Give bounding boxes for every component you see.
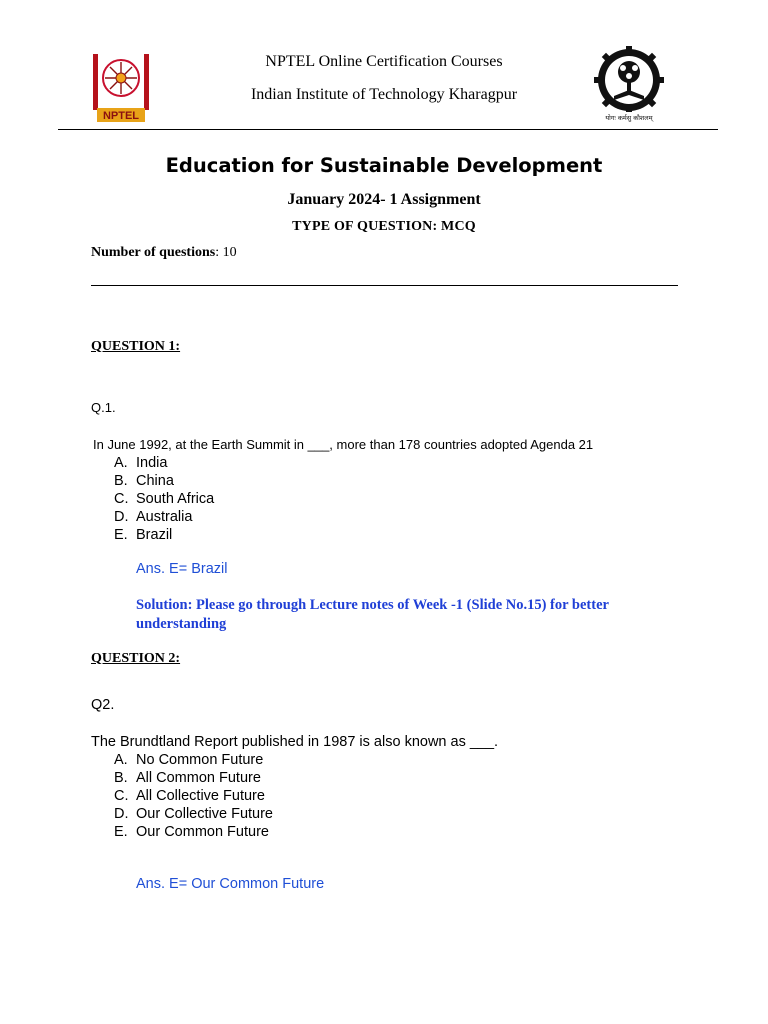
iit-motto: योगः कर्मसु कौशलम्	[605, 114, 653, 122]
header-line-2: Indian Institute of Technology Kharagpur	[250, 86, 518, 103]
question-1-solution: Solution: Please go through Lecture notes of Week -1 (Slide No.15) for better understanding	[136, 597, 609, 632]
option-letter: E.	[114, 824, 128, 840]
header-divider	[58, 129, 718, 130]
option-letter: A.	[114, 752, 128, 768]
question-1-options	[114, 454, 214, 544]
option-c	[114, 787, 273, 805]
option-letter: D.	[114, 806, 129, 822]
question-1-answer: Ans. E= Brazil	[136, 561, 228, 577]
question-2-heading: QUESTION 2:	[91, 651, 181, 666]
option-letter: E.	[114, 527, 128, 543]
option-letter: C.	[114, 491, 129, 507]
nptel-logo-text: NPTEL	[102, 110, 140, 122]
document-subtitle: January 2024- 1 Assignment	[287, 191, 481, 208]
option-d	[114, 805, 273, 823]
option-letter: B.	[114, 770, 128, 786]
question-2-label: Q2.	[91, 697, 115, 713]
option-text: India	[136, 455, 168, 471]
option-letter: A.	[114, 455, 128, 471]
option-text: Australia	[136, 509, 193, 525]
option-e	[114, 526, 214, 544]
section-divider	[91, 285, 678, 286]
option-a	[114, 751, 273, 769]
option-b	[114, 472, 214, 490]
option-d	[114, 508, 214, 526]
question-1-text: In June 1992, at the Earth Summit in ___, more than 178 countries adopted Agenda 21	[93, 437, 594, 452]
option-text: Brazil	[136, 527, 173, 543]
document-title: Education for Sustainable Development	[165, 154, 603, 177]
question-1-heading: QUESTION 1:	[91, 339, 181, 354]
option-text: Our Common Future	[136, 824, 269, 840]
question-2-options	[114, 751, 273, 841]
number-of-questions-value: : 10	[215, 245, 237, 260]
question-1-label: Q.1.	[91, 400, 116, 415]
option-text: No Common Future	[136, 752, 264, 768]
question-2-text: The Brundtland Report published in 1987 is also known as ___.	[91, 734, 499, 750]
option-letter: D.	[114, 509, 129, 525]
option-e	[114, 823, 273, 841]
question-type: TYPE OF QUESTION: MCQ	[292, 219, 476, 234]
question-2-answer: Ans. E= Our Common Future	[136, 876, 325, 892]
header-line-1: NPTEL Online Certification Courses	[265, 53, 503, 70]
option-b	[114, 769, 273, 787]
option-text: South Africa	[136, 491, 215, 507]
option-text: All Common Future	[136, 770, 261, 786]
number-of-questions	[91, 245, 237, 261]
option-letter: C.	[114, 788, 129, 804]
option-c	[114, 490, 214, 508]
option-a	[114, 454, 214, 472]
option-text: All Collective Future	[136, 788, 265, 804]
number-of-questions-label: Number of questions	[91, 245, 216, 260]
option-text: China	[136, 473, 174, 489]
option-letter: B.	[114, 473, 128, 489]
option-text: Our Collective Future	[136, 806, 273, 822]
